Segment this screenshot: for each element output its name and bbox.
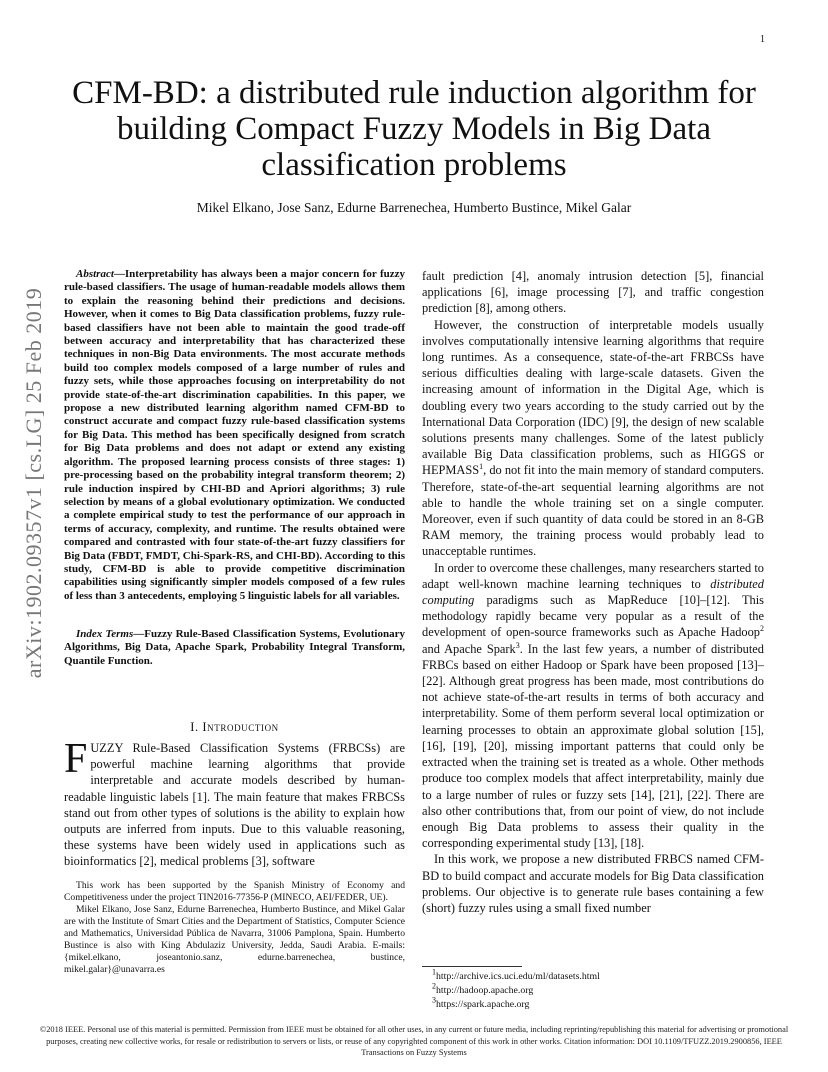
funding-and-affiliation-footnote [64,880,405,976]
copyright-notice: ©2018 IEEE. Personal use of this material is permitted. Permission from IEEE must be obtained for all other uses, in any current or future media, including reprinting/republishing this material for advertising or promotional purposes, creating new collective works, for resale or redistribution to servers or lists, or reuse of any copyrighted component of this work in other works. Citation information: DOI 10.1109/TFUZZ.2019.2900856, IEEE Transactions on Fuzzy Systems [39,1025,789,1058]
emphasis-distributed-computing: distributed computing [422,576,764,608]
page-number: 1 [760,34,765,45]
right-paragraph-1: fault prediction [4], anomaly intrusion detection [5], financial applications [6], image processing [7], and traffic congestion prediction [8], among others. [422,269,764,316]
section-heading-introduction: I. Introduction [190,720,279,734]
right-paragraph-3 [422,560,764,852]
right-paragraph-4: In this work, we propose a new distributed FRBCS named CFM-BD to build compact and accurate models for Big Data classification problems. Our objective is to generate rule bases containing a few (short) fuzzy rules using a small fixed number [422,852,764,915]
abstract [64,268,405,603]
index-terms-text: —Fuzzy Rule-Based Classification Systems, Evolutionary Algorithms, Big Data, Apache Spark, Probability Integral Transform, Quantile Function. [64,628,405,667]
right-paragraph-2-a: However, the construction of interpretable models usually involves computationally intensive learning algorithms that require long runtimes. As a consequence, state-of-the-art FRBCSs have serious difficulties dealing with large-scale datasets. Given the increasing amount of information in the Digital Age, which is doubling every two years according to the study carried out by the International Data Corporation (IDC) [9], the design of new scalable solutions presents many challenges. Some of the latest publicly available Big Data classification problems, such as HIGGS or HEPMASS [422,317,764,478]
right-paragraph-3-d: . In the last few years, a number of distributed FRBCs based on either Hadoop or Spark have been proposed [13]–[22]. Although great progress has been made, most contributions do not achieve state-of-the-art results in terms of both accuracy and interpretability. Some of them perform several local optimization or learning processes to obtain an approximate global solution [15], [16], [19], [20], missing important patterns that could only be extracted when the training set is treated as a whole. Other methods produce too complex models that affect interpretability, mainly due to a large number of rules or fuzzy sets [14], [21], [22]. There are also other contributions that, from our point of view, do not include enough Big Data problems to assess their quality in the corresponding experimental study [13], [18]. [422,641,764,851]
footnote-3 [432,995,600,1012]
footnote-mark: 3 [432,995,436,1005]
right-column-body [422,268,764,916]
index-terms [64,628,405,668]
footnote-ref-2: 2 [760,624,764,634]
abstract-label: Abstract [76,268,114,280]
right-paragraph-3-b: paradigms such as MapReduce [10]–[12]. This methodology rapidly became very popular as a result of the development of open-source frameworks such as Apache Hadoop [422,593,764,640]
right-paragraph-2-b: , do not fit into the main memory of standard computers. Therefore, state-of-the-art sequential learning algorithms are not able to handle the whole training set on a single computer. Moreover, even if such quantity of data could be stored in an 8-GB RAM memory, the training process would probably lead to unacceptable runtimes. [422,463,764,559]
url-footnotes [432,967,600,1012]
abstract-text: —Interpretability has always been a major concern for fuzzy rule-based classifiers. The usage of human-readable models allows them to explain the reasoning behind their predictions and decisions. However, when it comes to Big Data classification problems, fuzzy rule-based classifiers have not been able to maintain the good trade-off between accuracy and interpretability that has characterized these techniques in non-Big Data environments. The most accurate methods build too complex models composed of a large number of rules and fuzzy sets, while those approaches focusing on interpretability do not provide state-of-the-art discrimination capabilities. In this paper, we propose a new distributed learning algorithm named CFM-BD to construct accurate and compact fuzzy rule-based classification systems for Big Data. This method has been specifically designed from scratch for Big Data problems and does not adapt or extend any existing algorithm. The proposed learning process consists of three stages: 1) pre-processing based on the probability integral transform theorem; 2) rule induction inspired by CHI-BD and Apriori algorithms; 3) rule selection by means of a global evolutionary optimization. We conducted a complete empirical study to test the performance of our approach in terms of accuracy, complexity, and runtime. The results obtained were compared and contrasted with four state-of-the-art fuzzy classifiers for Big Data (FBDT, FMDT, Chi-Spark-RS, and CHI-BD). According to this study, CFM-BD is able to provide competitive discrimination capabilities using significantly simpler models composed of a few rules of less than 3 antecedents, employing 5 linguistic labels for all variables. [64,268,405,602]
footnote-ref-3: 3 [515,640,520,650]
paper-title: CFM-BD: a distributed rule induction algorithm for building Compact Fuzzy Models in Big Data classification problems [72,75,756,183]
affiliation-note: Mikel Elkano, Jose Sanz, Edurne Barrenechea, Humberto Bustince, and Mikel Galar are with the Institute of Smart Cities and the Department of Statistics, Computer Science and Mathematics, Universidad Pública de Navarra, 31006 Pamplona, Spain. Humberto Bustince is also with King Abdulaziz University, Jedda, Saudi Arabia. E-mails: {mikel.elkano, joseantonio.sanz, edurne.barrenechea, bustince, mikel.galar}@unavarra.es [64,904,405,975]
funding-note: This work has been supported by the Spanish Ministry of Economy and Competitiveness under the project TIN2016-77356-P (MINECO, AEI/FEDER, UE). [64,880,405,903]
index-terms-label: Index Terms [76,628,134,640]
intro-first-word: UZZY [90,741,123,755]
footnote-ref-1: 1 [479,462,484,472]
footnote-2 [432,981,600,998]
footnote-mark: 2 [432,981,436,991]
footnote-url-3[interactable]: https://spark.apache.org [436,999,530,1010]
right-paragraph-3-a: In order to overcome these challenges, many researchers started to adapt well-known machine learning techniques to [422,560,764,591]
author-list: Mikel Elkano, Jose Sanz, Edurne Barrenechea, Humberto Bustince, Mikel Galar [196,200,632,215]
arxiv-stamp: arXiv:1902.09357v1 [cs.LG] 25 Feb 2019 [21,287,46,679]
footnote-divider [422,966,522,967]
right-paragraph-2 [422,317,764,560]
right-paragraph-3-c: and Apache Spark [422,641,516,656]
intro-text: Rule-Based Classification Systems (FRBCSs) are powerful machine learning algorithms that provide interpretable and accurate models described by human-readable linguistic labels [1]. The main feature that makes FRBCSs stand out from other types of solutions is the ability to explain how outputs are inferred from inputs. Due to this valuable reasoning, these systems have been widely used in applications such as bioinformatics [2], medical problems [3], software [64,741,405,869]
introduction-paragraph [64,736,405,870]
footnote-url-2[interactable]: http://hadoop.apache.org [436,985,534,996]
drop-cap: F [64,736,88,782]
footnote-1 [432,967,600,984]
footnote-url-1[interactable]: http://archive.ics.uci.edu/ml/datasets.html [436,971,600,982]
footnote-mark: 1 [432,967,436,977]
